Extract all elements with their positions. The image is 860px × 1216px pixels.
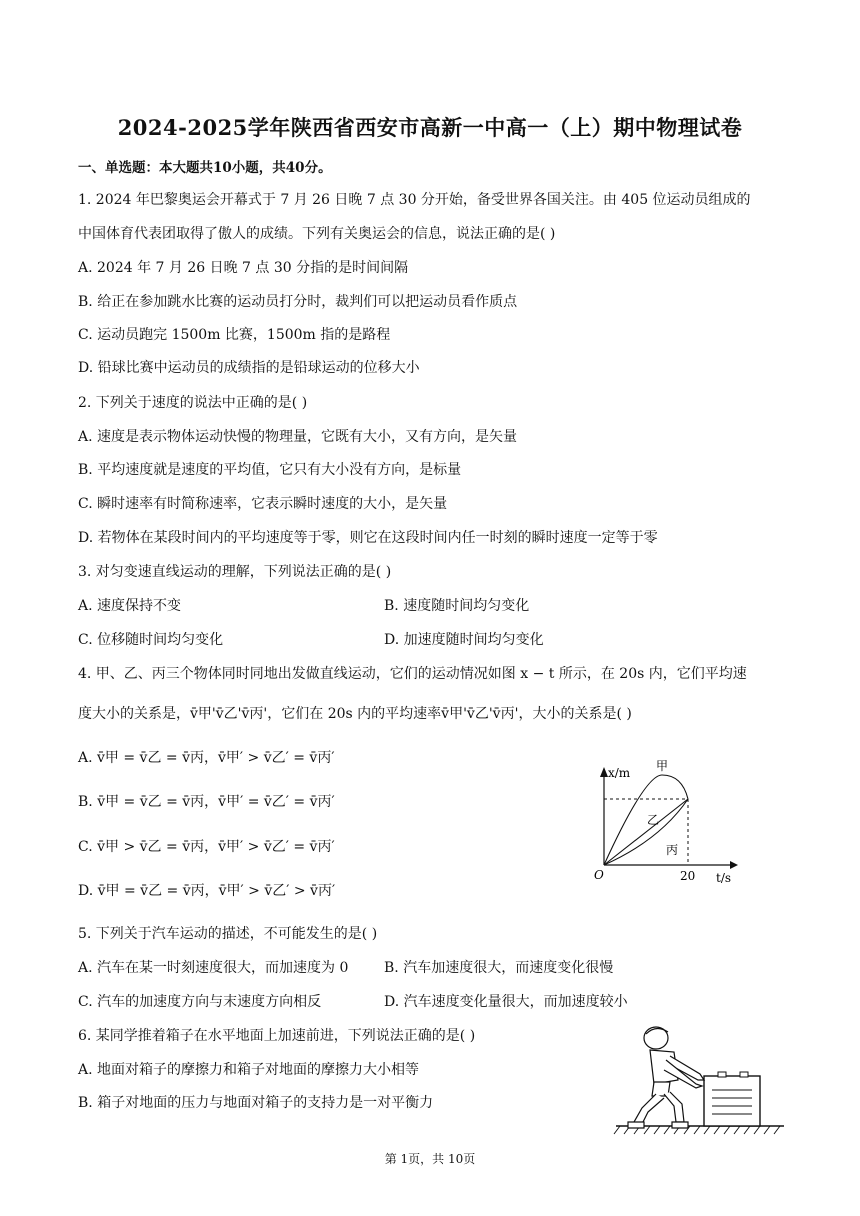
q6-option-b: B. 箱子对地面的压力与地面对箱子的支持力是一对平衡力	[78, 1095, 434, 1111]
q1-option-b: B. 给正在参加跳水比赛的运动员打分时，裁判们可以把运动员看作质点	[78, 294, 518, 310]
q6-option-a: A. 地面对箱子的摩擦力和箱子对地面的摩擦力大小相等	[78, 1062, 420, 1078]
q5-option-a: A. 汽车在某一时刻速度很大，而加速度为 0	[78, 960, 349, 976]
xt-graph-figure	[590, 755, 750, 885]
q5-option-d: D. 汽车速度变化量很大，而加速度较小	[384, 994, 628, 1010]
q2-option-d: D. 若物体在某段时间内的平均速度等于零，则它在这段时间内任一时刻的瞬时速度一定等于零	[78, 530, 658, 546]
q3-stem: 3. 对匀变速直线运动的理解，下列说法正确的是( )	[78, 564, 392, 580]
x-axis-arrow	[600, 767, 608, 777]
q4-option-d: D. v̄甲 = v̄乙 = v̄丙，v̄甲′ > v̄乙′ > v̄丙′	[78, 883, 336, 899]
q3-option-d: D. 加速度随时间均匀变化	[384, 632, 544, 648]
q1-option-a: A. 2024 年 7 月 26 日晚 7 点 30 分指的是时间间隔	[78, 260, 409, 276]
q5-option-b: B. 汽车加速度很大，而速度变化很慢	[384, 960, 614, 976]
y-axis-label: x/m	[608, 766, 631, 780]
q4-stem-line1: 4. 甲、乙、丙三个物体同时同地出发做直线运动，它们的运动情况如图 x − t 所示，在 20s 内，它们平均速	[78, 666, 747, 682]
q2-stem: 2. 下列关于速度的说法中正确的是( )	[78, 395, 308, 411]
q5-stem: 5. 下列关于汽车运动的描述，不可能发生的是( )	[78, 926, 378, 942]
section-heading: 一、单选题：本大题共10小题，共40分。	[78, 160, 332, 176]
box	[704, 1076, 760, 1126]
page-title: 2024-2025学年陕西省西安市高新一中高一（上）期中物理试卷	[117, 115, 743, 140]
x-axis-label: t/s	[716, 871, 732, 885]
t-axis-arrow	[730, 861, 738, 869]
q1-stem-line2: 中国体育代表团取得了傲人的成绩。下列有关奥运会的信息，说法正确的是( )	[78, 226, 556, 242]
q4-option-c: C. v̄甲 > v̄乙 = v̄丙，v̄甲′ > v̄乙′ = v̄丙′	[78, 839, 335, 855]
q2-option-a: A. 速度是表示物体运动快慢的物理量，它既有大小，又有方向，是矢量	[78, 429, 518, 445]
box-handle-left	[718, 1072, 726, 1077]
q2-option-b: B. 平均速度就是速度的平均值，它只有大小没有方向，是标量	[78, 462, 462, 478]
label-yi: 乙	[647, 813, 660, 827]
q3-option-b: B. 速度随时间均匀变化	[384, 598, 530, 614]
origin-label: O	[594, 868, 604, 882]
q3-option-c: C. 位移随时间均匀变化	[78, 632, 224, 648]
q1-option-c: C. 运动员跑完 1500m 比赛，1500m 指的是路程	[78, 327, 391, 343]
box-handle-right	[740, 1072, 748, 1077]
page-footer: 第 1页，共 10页	[384, 1152, 476, 1166]
push-box-illustration	[612, 1022, 790, 1140]
q4-option-b: B. v̄甲 = v̄乙 = v̄丙，v̄甲′ = v̄乙′ = v̄丙′	[78, 794, 335, 810]
q1-option-d: D. 铅球比赛中运动员的成绩指的是铅球运动的位移大小	[78, 360, 420, 376]
q4-option-a: A. v̄甲 = v̄乙 = v̄丙，v̄甲′ > v̄乙′ = v̄丙′	[78, 750, 335, 766]
person	[628, 1027, 704, 1128]
label-bing: 丙	[666, 843, 679, 857]
q4-stem-line2: 度大小的关系是，v̄甲'v̄乙'v̄丙'，它们在 20s 内的平均速率v̄甲'v̄乙'v̄丙'，大小的关系是( )	[78, 706, 632, 722]
q3-option-a: A. 速度保持不变	[78, 598, 182, 614]
t-tick-20: 20	[680, 869, 696, 883]
q6-stem: 6. 某同学推着箱子在水平地面上加速前进，下列说法正确的是( )	[78, 1028, 476, 1044]
q5-option-c: C. 汽车的加速度方向与末速度方向相反	[78, 994, 322, 1010]
label-jia: 甲	[656, 759, 669, 773]
q2-option-c: C. 瞬时速率有时简称速率，它表示瞬时速度的大小，是矢量	[78, 496, 448, 512]
q1-stem-line1: 1. 2024 年巴黎奥运会开幕式于 7 月 26 日晚 7 点 30 分开始，备受世界各国关注。由 405 位运动员组成的	[78, 192, 751, 208]
